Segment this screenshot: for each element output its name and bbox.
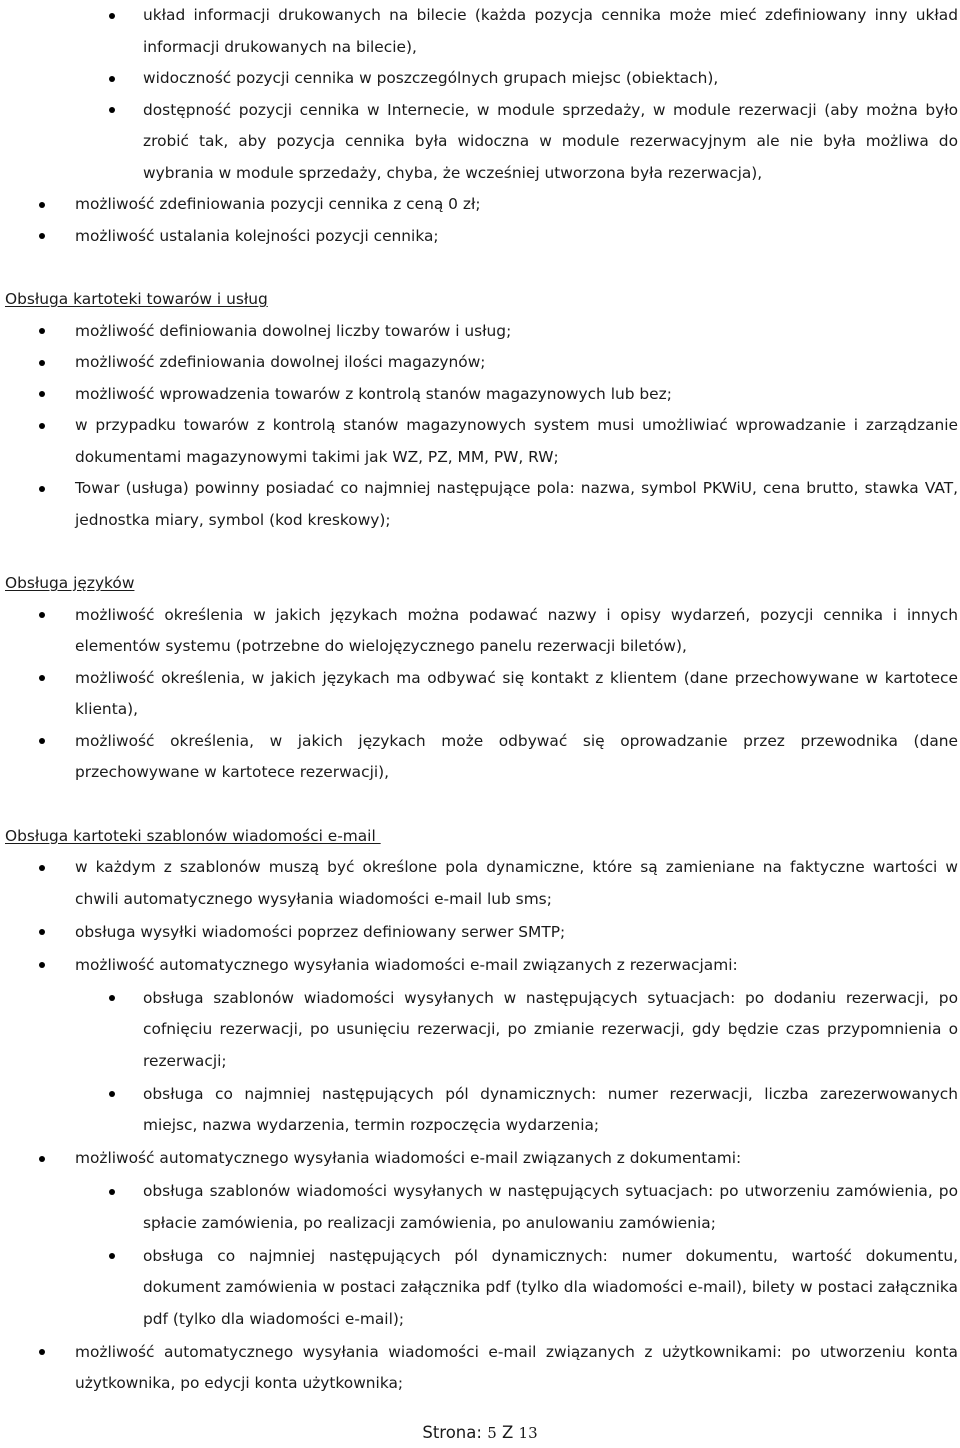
list-item: możliwość określenia, w jakich językach może odbywać się oprowadzanie przez przewodnika (dane przechowywane w kartotece rezerwacji), — [5, 726, 958, 789]
page-footer — [0, 1418, 960, 1448]
list-item: obsługa szablonów wiadomości wysyłanych w następujących sytuacjach: po dodaniu rezerwacji, po cofnięciu rezerwacji, po usunięciu rezerwacji, po zmianie rezerwacji, gdy będzie czas przypomnienia o rezerwacji; — [5, 983, 958, 1078]
languages-list — [5, 600, 958, 789]
list-item: możliwość zdefiniowania dowolnej ilości magazynów; — [5, 347, 958, 379]
list-item: możliwość określenia w jakich językach można podawać nazwy i opisy wydarzeń, pozycji cennika i innych elementów systemu (potrzebne do wielojęzycznego panelu rezerwacji biletów), — [5, 600, 958, 663]
page-content — [5, 0, 958, 1401]
footer-page-number: 5 — [487, 1424, 497, 1442]
price-list-options-list — [5, 0, 958, 252]
list-item: możliwość ustalania kolejności pozycji cennika; — [5, 221, 958, 253]
list-item: w każdym z szablonów muszą być określone pola dynamiczne, które są zamieniane na faktyczne wartości w chwili automatycznego wysyłania wiadomości e-mail lub sms; — [5, 852, 958, 915]
list-item: możliwość automatycznego wysyłania wiadomości e-mail związanych z dokumentami: — [5, 1143, 958, 1175]
email-templates-list — [5, 852, 958, 1400]
section-heading-languages: Obsługa języków — [5, 574, 135, 592]
list-item: dostępność pozycji cennika w Internecie, w module sprzedaży, w module rezerwacji (aby można było zrobić tak, aby pozycja cennika była widoczna w module rezerwacyjnym ale nie była możliwa do wybrania w module sprzedaży, chyba, że wcześniej utworzona była rezerwacja), — [5, 95, 958, 190]
goods-services-list — [5, 316, 958, 537]
list-item: obsługa wysyłki wiadomości poprzez definiowany serwer SMTP; — [5, 917, 958, 949]
list-item: w przypadku towarów z kontrolą stanów magazynowych system musi umożliwiać wprowadzanie i zarządzanie dokumentami magazynowymi takimi jak WZ, PZ, MM, PW, RW; — [5, 410, 958, 473]
list-item: możliwość wprowadzenia towarów z kontrolą stanów magazynowych lub bez; — [5, 379, 958, 411]
list-item: możliwość zdefiniowania pozycji cennika z ceną 0 zł; — [5, 189, 958, 221]
section-heading-email-templates: Obsługa kartoteki szablonów wiadomości e-mail — [5, 826, 381, 845]
footer-of-label: Z — [501, 1423, 514, 1442]
list-item: możliwość definiowania dowolnej liczby towarów i usług; — [5, 316, 958, 348]
list-item: możliwość określenia, w jakich językach ma odbywać się kontakt z klientem (dane przechowywane w kartotece klienta), — [5, 663, 958, 726]
list-item: obsługa szablonów wiadomości wysyłanych w następujących sytuacjach: po utworzeniu zamówienia, po spłacie zamówienia, po realizacji zamówienia, po anulowaniu zamówienia; — [5, 1176, 958, 1239]
list-item: Towar (usługa) powinny posiadać co najmniej następujące pola: nazwa, symbol PKWiU, cena brutto, stawka VAT, jednostka miary, symbol (kod kreskowy); — [5, 473, 958, 536]
list-item: układ informacji drukowanych na bilecie (każda pozycja cennika może mieć zdefiniowany inny układ informacji drukowanych na bilecie), — [5, 0, 958, 63]
list-item: możliwość automatycznego wysyłania wiadomości e-mail związanych z użytkownikami: po utworzeniu konta użytkownika, po edycji konta użytkownika; — [5, 1337, 958, 1400]
footer-page-total: 13 — [518, 1424, 538, 1442]
list-item: obsługa co najmniej następujących pól dynamicznych: numer rezerwacji, liczba zarezerwowanych miejsc, nazwa wydarzenia, termin rozpoczęcia wydarzenia; — [5, 1079, 958, 1142]
list-item: obsługa co najmniej następujących pól dynamicznych: numer dokumentu, wartość dokumentu, dokument zamówienia w postaci załącznika pdf (tylko dla wiadomości e-mail), bilety w postaci załącznika pdf (tylko dla wiadomości e-mail); — [5, 1241, 958, 1336]
list-item: możliwość automatycznego wysyłania wiadomości e-mail związanych z rezerwacjami: — [5, 950, 958, 982]
list-item: widoczność pozycji cennika w poszczególnych grupach miejsc (obiektach), — [5, 63, 958, 95]
footer-page-label: Strona: — [422, 1423, 482, 1442]
section-heading-goods-services: Obsługa kartoteki towarów i usług — [5, 290, 268, 308]
